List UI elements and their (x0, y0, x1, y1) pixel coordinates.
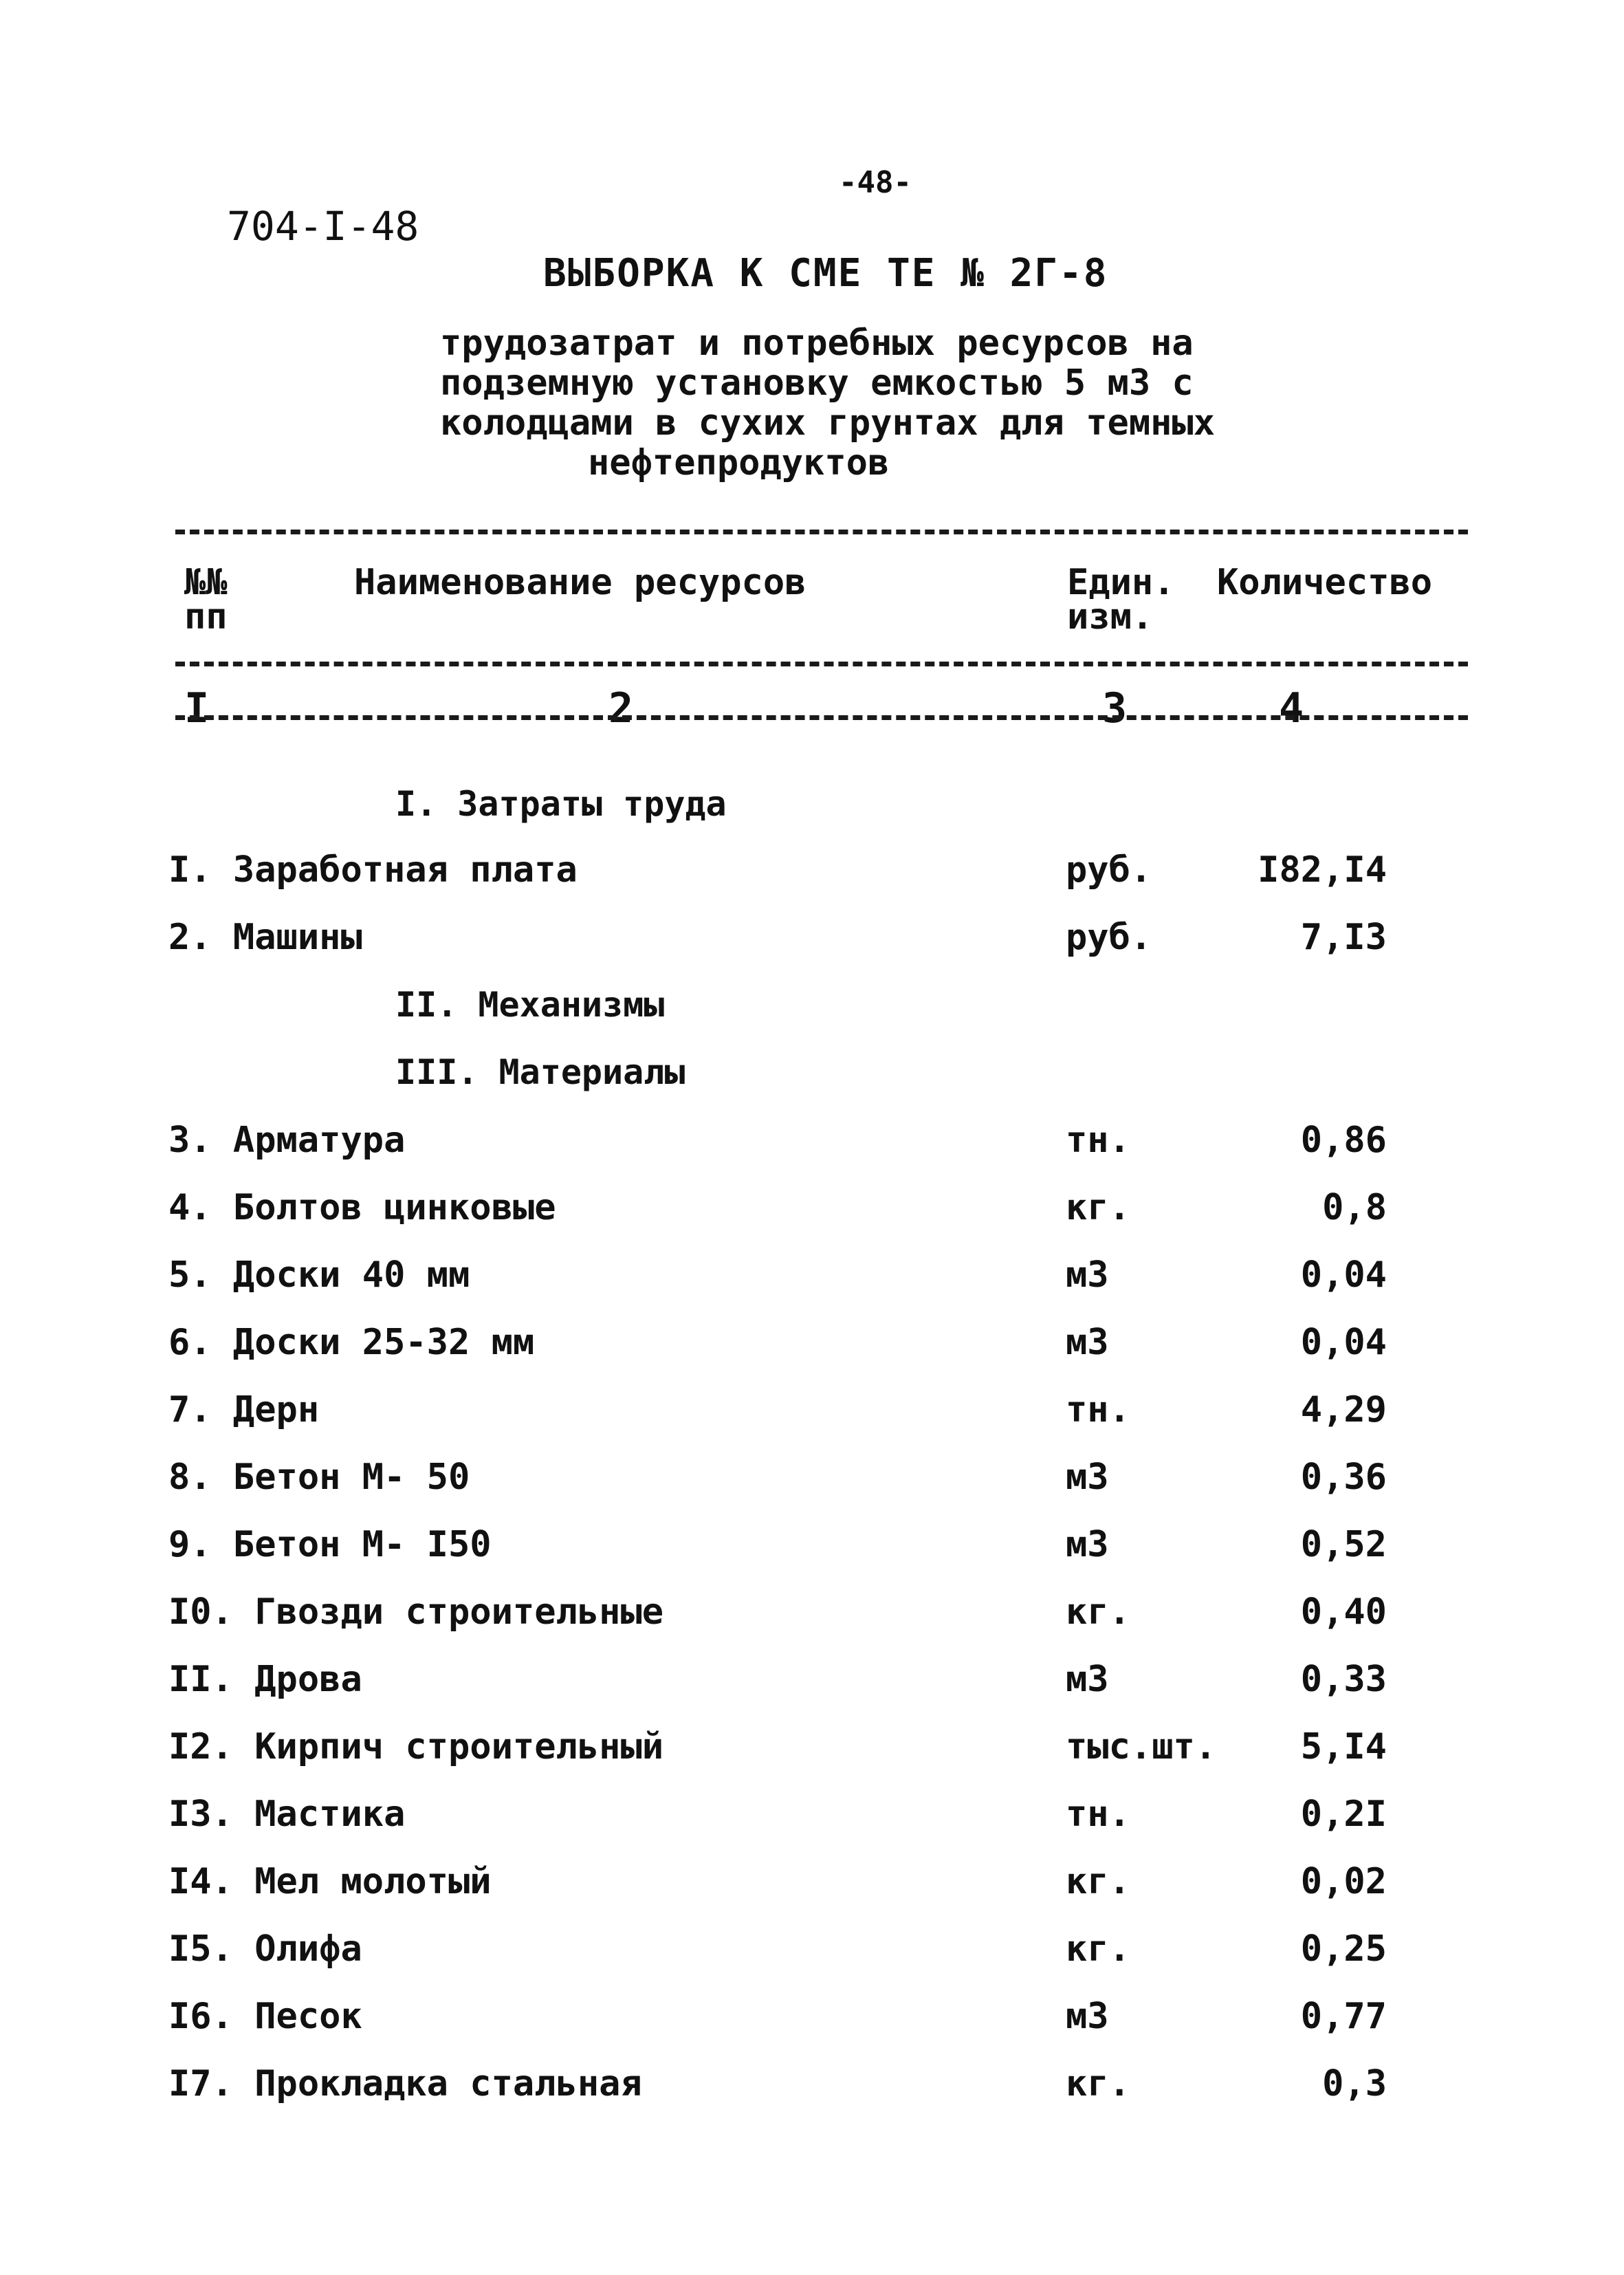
column-number-3: 3 (1102, 684, 1128, 732)
document-subtitle (440, 323, 1215, 483)
header-divider-rule (175, 662, 1468, 666)
resource-name: I3. Мастика (168, 1794, 406, 1835)
header-number-col (184, 562, 228, 638)
resource-quantity: 0,04 (1300, 1322, 1387, 1363)
resource-name: 3. Арматура (168, 1120, 406, 1161)
resource-quantity: 0,25 (1300, 1928, 1387, 1970)
resource-unit: м3 (1066, 1659, 1109, 1700)
page-number: -48- (839, 165, 912, 200)
header-quantity-col: Количество (1217, 562, 1433, 603)
resource-name: 9. Бетон М- I50 (168, 1524, 492, 1565)
section-heading: I. Затраты труда (395, 784, 727, 824)
resource-unit: руб. (1066, 849, 1152, 891)
column-number-1: I (184, 684, 210, 732)
resource-name: I. Заработная плата (168, 849, 578, 891)
resource-unit: м3 (1066, 1524, 1109, 1565)
resource-unit: тн. (1066, 1794, 1130, 1835)
resource-quantity: 0,04 (1300, 1254, 1387, 1296)
resource-quantity: 0,40 (1300, 1591, 1387, 1633)
header-number-line1: №№ (184, 562, 228, 603)
resource-unit: руб. (1066, 917, 1152, 958)
resource-quantity: 7,I3 (1300, 917, 1387, 958)
resource-quantity: 0,86 (1300, 1120, 1387, 1161)
resource-unit: кг. (1066, 1928, 1130, 1970)
subtitle-line: нефтепродуктов (588, 442, 890, 483)
header-unit-line2: изм. (1067, 596, 1154, 638)
resource-name: I5. Олифа (168, 1928, 362, 1970)
resource-unit: кг. (1066, 1187, 1130, 1228)
section-heading: II. Механизмы (395, 985, 665, 1025)
resource-quantity: 5,I4 (1300, 1726, 1387, 1767)
resource-quantity: 0,33 (1300, 1659, 1387, 1700)
resource-quantity: 0,36 (1300, 1457, 1387, 1498)
resource-unit: кг. (1066, 2063, 1130, 2104)
resource-unit: тыс.шт. (1066, 1726, 1217, 1767)
resource-unit: м3 (1066, 1457, 1109, 1498)
header-unit-line1: Един. (1067, 562, 1175, 603)
resource-quantity: I82,I4 (1258, 849, 1387, 891)
resource-name: I0. Гвозди строительные (168, 1591, 664, 1633)
column-number-2: 2 (608, 684, 634, 732)
resource-unit: м3 (1066, 1996, 1109, 2037)
subtitle-line: трудозатрат и потребных ресурсов на (440, 323, 1194, 364)
section-heading: III. Материалы (395, 1052, 685, 1092)
resource-unit: кг. (1066, 1861, 1130, 1902)
header-name-col: Наименование ресурсов (354, 562, 806, 603)
resource-quantity: 0,77 (1300, 1996, 1387, 2037)
resource-name: I2. Кирпич строительный (168, 1726, 664, 1767)
resource-name: 6. Доски 25-32 мм (168, 1322, 535, 1363)
resource-unit: кг. (1066, 1591, 1130, 1633)
resource-name: II. Дрова (168, 1659, 362, 1700)
resource-name: 5. Доски 40 мм (168, 1254, 470, 1296)
resource-name: I7. Прокладка стальная (168, 2063, 642, 2104)
resource-unit: м3 (1066, 1254, 1109, 1296)
resource-name: I6. Песок (168, 1996, 362, 2037)
column-numbers-rule (175, 715, 1468, 720)
resource-name: 8. Бетон М- 50 (168, 1457, 470, 1498)
resource-quantity: 0,02 (1300, 1861, 1387, 1902)
subtitle-line: подземную установку емкостью 5 м3 с (440, 362, 1194, 404)
subtitle-line: колодцами в сухих грунтах для темных (440, 402, 1216, 444)
header-number-line2: пп (184, 596, 228, 638)
document-title: ВЫБОРКА К СМЕ ТЕ № 2Г-8 (543, 251, 1108, 296)
resource-quantity: 0,8 (1322, 1187, 1387, 1228)
resource-quantity: 0,52 (1300, 1524, 1387, 1565)
column-number-4: 4 (1279, 684, 1304, 732)
resource-unit: тн. (1066, 1120, 1130, 1161)
resource-unit: м3 (1066, 1322, 1109, 1363)
document-code: 704-I-48 (227, 203, 419, 250)
header-unit-col (1067, 562, 1175, 638)
table-top-rule (175, 530, 1468, 534)
resource-quantity: 0,3 (1322, 2063, 1387, 2104)
resource-name: 2. Машины (168, 917, 362, 958)
resource-unit: тн. (1066, 1389, 1130, 1430)
resource-name: 4. Болтов цинковые (168, 1187, 556, 1228)
resource-quantity: 0,2I (1300, 1794, 1387, 1835)
resource-quantity: 4,29 (1300, 1389, 1387, 1430)
resource-name: 7. Дерн (168, 1389, 320, 1430)
resource-name: I4. Мел молотый (168, 1861, 492, 1902)
